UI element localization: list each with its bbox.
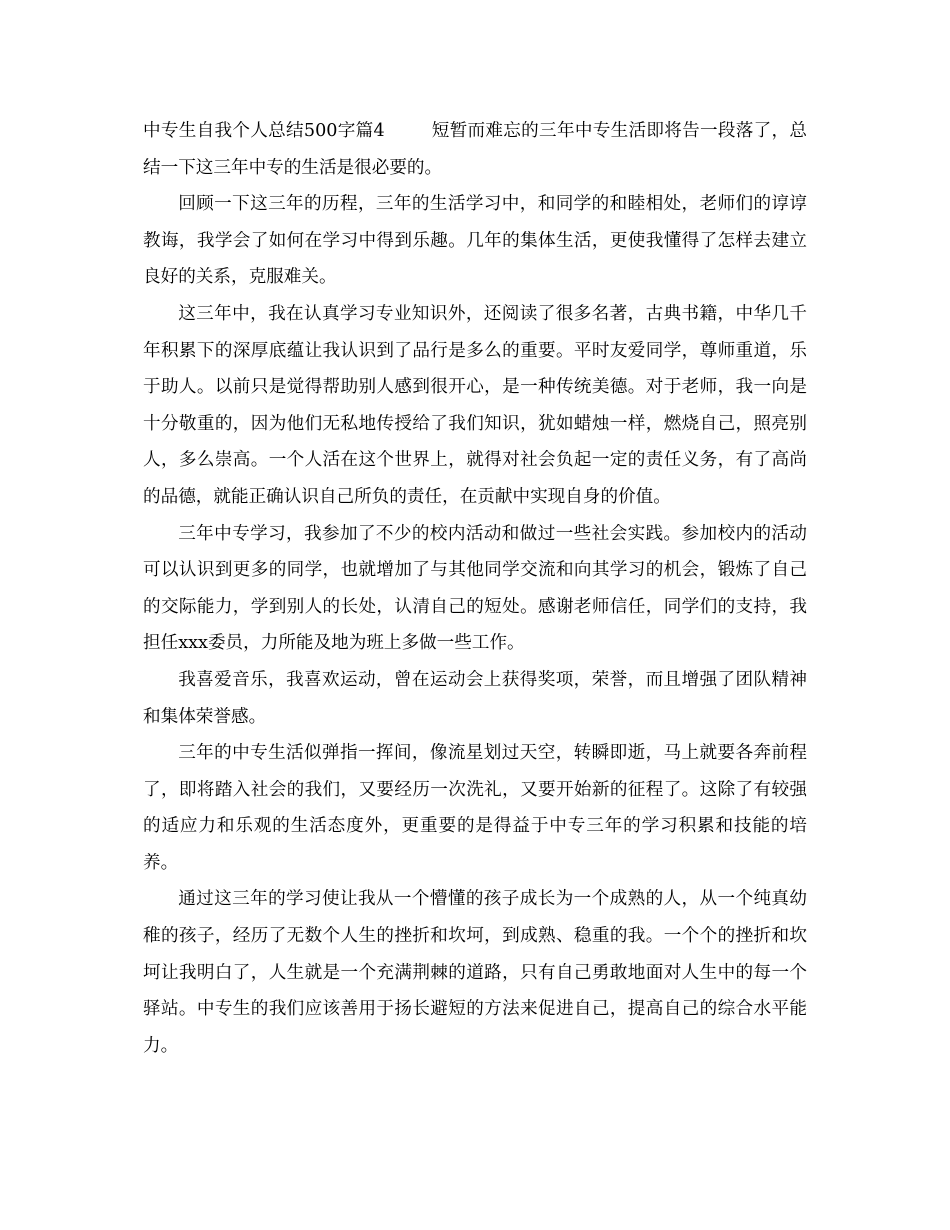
paragraph-2: 回顾一下这三年的历程，三年的生活学习中，和同学的和睦相处，老师们的谆谆教诲，我学会了如何在学习中得到乐趣。几年的集体生活，更使我懂得了怎样去建立良好的关系，克服难关。 [143,194,807,288]
paragraph-4: 三年中专学习，我参加了不少的校内活动和做过一些社会实践。参加校内的活动可以认识到更多的同学，也就增加了与其他同学交流和向其学习的机会，锻炼了自己的交际能力，学到别人的长处，认清自己的短处。感谢老师信任，同学们的支持，我担任xxx委员，力所能及地为班上多做一些工作。 [143,523,807,654]
paragraph-3: 这三年中，我在认真学习专业知识外，还阅读了很多名著，古典书籍，中华几千年积累下的深厚底蕴让我认识到了品行是多么的重要。平时友爱同学，尊师重道，乐于助人。以前只是觉得帮助别人感到很开心，是一种传统美德。对于老师，我一向是十分敬重的，因为他们无私地传授给了我们知识，犹如蜡烛一样，燃烧自己，照亮别人，多么崇高。一个人活在这个世界上，就得对社会负起一定的责任义务，有了高尚的品德，就能正确认识自己所负的责任，在贡献中实现自身的价值。 [143,303,807,507]
document-body [143,113,807,1064]
paragraph-7: 通过这三年的学习使让我从一个懵懂的孩子成长为一个成熟的人，从一个纯真幼稚的孩子，经历了无数个人生的挫折和坎坷，到成熟、稳重的我。一个个的挫折和坎坷让我明白了，人生就是一个充满荆棘的道路，只有自己勇敢地面对人生中的每一个驿站。中专生的我们应该善用于扬长避短的方法来促进自己，提高自己的综合水平能力。 [143,889,807,1056]
first-paragraph [143,113,807,186]
paragraph-5: 我喜爱音乐，我喜欢运动，曾在运动会上获得奖项，荣誉，而且增强了团队精神和集体荣誉感。 [143,669,807,727]
paragraph-1: 短暂而难忘的三年中专生活即将告一段落了，总结一下这三年中专的生活是很必要的。 [143,121,807,178]
document-title: 中专生自我个人总结500字篇4 [143,121,385,141]
paragraph-6: 三年的中专生活似弹指一挥间，像流星划过天空，转瞬即逝，马上就要各奔前程了，即将踏入社会的我们，又要经历一次洗礼，又要开始新的征程了。这除了有较强的适应力和乐观的生活态度外，更重要的是得益于中专三年的学习积累和技能的培养。 [143,743,807,873]
